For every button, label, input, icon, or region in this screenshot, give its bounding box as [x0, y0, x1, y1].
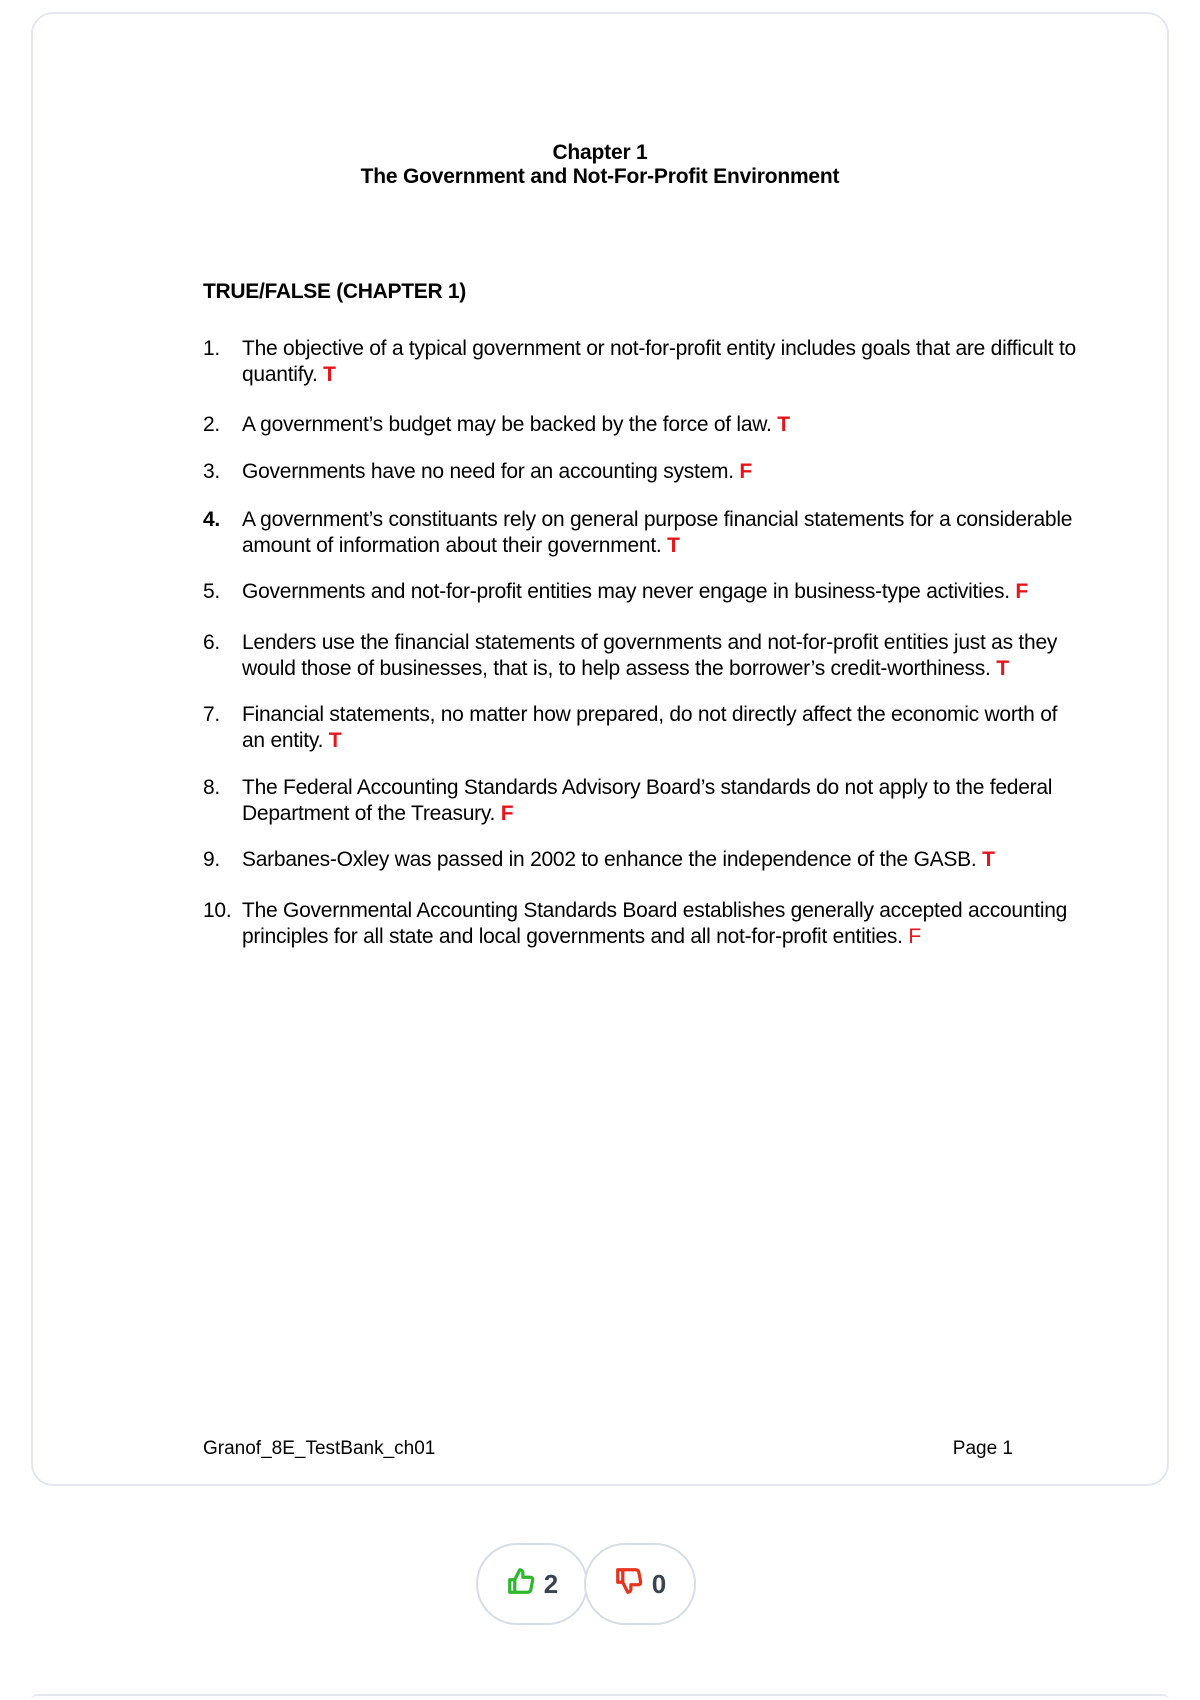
question-item [203, 459, 1083, 485]
dislike-button[interactable] [584, 1543, 696, 1625]
answer-mark: F [1015, 580, 1028, 603]
footer-filename: Granof_8E_TestBank_ch01 [203, 1438, 436, 1459]
question-text: Lenders use the financial statements of governments and not-for-profit entities just as they would those of businesses, that is, to help assess the borrower’s credit-worthiness. [242, 631, 1058, 680]
chapter-title: Chapter 1 [552, 141, 648, 164]
answer-mark: T [996, 657, 1009, 680]
question-text: The Federal Accounting Standards Advisory Board’s standards do not apply to the federal Department of the Treasury. [242, 776, 1053, 825]
question-number: 6. [203, 631, 221, 654]
question-item [203, 336, 1083, 388]
question-number: 3. [203, 460, 221, 483]
question-number: 5. [203, 580, 221, 603]
question-text: Sarbanes-Oxley was passed in 2002 to enhance the independence of the GASB. [242, 848, 977, 871]
question-text: A government’s budget may be backed by the force of law. [242, 413, 772, 436]
answer-mark: F [500, 802, 514, 825]
footer-page-number: Page 1 [952, 1438, 1013, 1459]
question-text: Financial statements, no matter how prepared, do not directly affect the economic worth of an entity. [242, 703, 1058, 752]
section-heading: TRUE/FALSE (CHAPTER 1) [203, 280, 466, 303]
answer-mark: T [667, 534, 680, 557]
document-page [31, 12, 1169, 1486]
question-item [203, 702, 1083, 754]
question-text: Governments and not-for-profit entities may never engage in business-type activities. [242, 580, 1010, 603]
answer-mark: F [908, 925, 921, 948]
chapter-subtitle: The Government and Not-For-Profit Environment [360, 165, 840, 188]
question-item [203, 412, 1083, 438]
question-item [203, 507, 1083, 559]
question-item [203, 775, 1083, 827]
question-item [203, 847, 1083, 873]
question-list [203, 336, 1083, 950]
question-text: The objective of a typical government or not-for-profit entity includes goals that are difficult to quantify. [242, 337, 1076, 386]
question-item [203, 579, 1083, 605]
question-text: The Governmental Accounting Standards Board establishes generally accepted accounting principles for all state and local governments and all not-for-profit entities. [242, 899, 1068, 948]
question-number: 2. [203, 413, 221, 436]
answer-mark: T [982, 848, 995, 871]
question-item [203, 898, 1083, 950]
like-count: 2 [543, 1568, 559, 1599]
question-number: 4. [203, 508, 221, 531]
next-page-card-edge [31, 1694, 1169, 1700]
thumbs-down-icon [614, 1566, 644, 1603]
answer-mark: F [739, 460, 752, 483]
question-text: A government’s constituants rely on general purpose financial statements for a considerable amount of information about their government. [242, 508, 1073, 557]
question-text: Governments have no need for an accounting system. [242, 460, 734, 483]
answer-mark: T [323, 363, 336, 386]
answer-mark: T [328, 729, 342, 752]
like-button[interactable] [476, 1543, 588, 1625]
question-number: 7. [203, 703, 221, 726]
question-number: 1. [203, 337, 221, 360]
answer-mark: T [777, 413, 790, 436]
question-number: 8. [203, 776, 221, 799]
dislike-count: 0 [651, 1568, 667, 1599]
question-number: 10. [203, 899, 232, 922]
vote-group [476, 1543, 698, 1625]
thumbs-up-icon [506, 1566, 536, 1603]
question-number: 9. [203, 848, 221, 871]
question-item [203, 630, 1083, 682]
